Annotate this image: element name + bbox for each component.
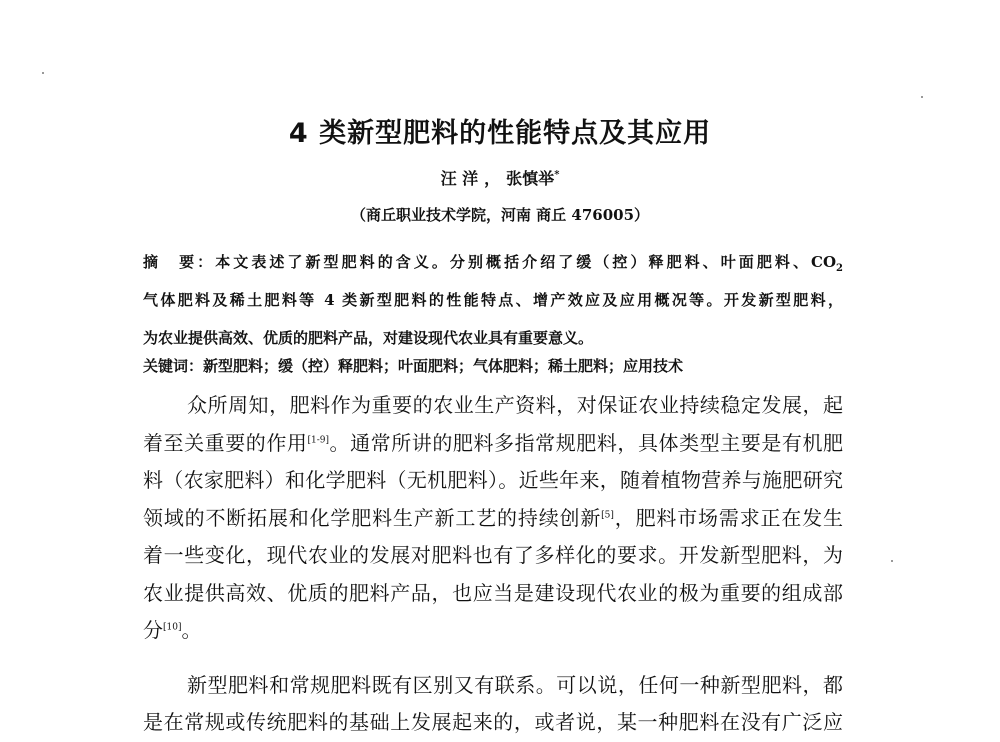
abstract-label: 摘 要：	[143, 253, 216, 271]
body-line: 新型肥料和常规肥料既有区别又有联系。可以说，任何一种新型肥料，都	[187, 672, 843, 697]
abstract-text: 本文表述了新型肥料的含义。分别概括介绍了缓（控）释肥料、叶面肥料、CO	[215, 253, 837, 271]
body-text-span: 。	[181, 618, 202, 642]
body-text-span: 领域的不断拓展和化学肥料生产新工艺的持续创新	[143, 505, 602, 530]
author-name: 张慎举	[506, 169, 555, 188]
abstract	[143, 243, 855, 357]
keywords	[143, 355, 683, 376]
citation: [5]	[601, 509, 614, 520]
body-text	[143, 387, 848, 742]
body-line	[143, 612, 843, 650]
paper-title: 4 类新型肥料的性能特点及其应用	[288, 118, 712, 149]
body-line: 是在常规或传统肥料的基础上发展起来的，或者说，某一种肥料在没有广泛应	[143, 710, 843, 734]
body-line	[143, 425, 843, 463]
abstract-line: 气体肥料及稀土肥料等 4 类新型肥料的性能特点、增产效应及应用概况等。开发新型肥料，	[143, 291, 843, 309]
scan-speck	[891, 560, 893, 562]
abstract-line	[143, 243, 843, 281]
body-line: 众所周知，肥料作为重要的农业生产资料，对保证农业持续稳定发展，起	[187, 393, 843, 417]
keywords-text: 新型肥料；缓（控）释肥料；叶面肥料；气体肥料；稀土肥料；应用技术	[203, 357, 684, 375]
author-separator: ，	[484, 169, 501, 188]
body-text-span: ，肥料市场需求正在发生	[613, 505, 844, 530]
body-text-span: 着至关重要的作用	[143, 430, 308, 455]
body-line: 料（农家肥料）和化学肥料（无机肥料）。近些年来，随着植物营养与施肥研究	[143, 468, 843, 492]
body-line: 着一些变化，现代农业的发展对肥料也有了多样化的要求。开发新型肥料，为	[143, 543, 843, 567]
affiliation: （商丘职业技术学院，河南 商丘 476005）	[350, 206, 650, 224]
body-line	[143, 500, 843, 538]
abstract-line: 为农业提供高效、优质的肥料产品，对建设现代农业具有重要意义。	[143, 329, 594, 347]
body-line: 农业提供高效、优质的肥料产品，也应当是建设现代农业的极为重要的组成部	[143, 580, 843, 605]
subscript: 2	[836, 263, 843, 274]
keywords-label: 关键词：	[143, 357, 204, 375]
citation: [10]	[163, 622, 182, 633]
paragraph-gap	[143, 650, 848, 667]
corresponding-author-marker: *	[554, 169, 560, 181]
citation: [1-9]	[307, 434, 329, 445]
author-name: 汪 洋	[440, 169, 479, 188]
scan-speck	[921, 96, 923, 98]
body-text-span: 。通常所讲的肥料多指常规肥料，具体类型主要是有机肥	[329, 430, 844, 455]
body-text-span: 分	[143, 618, 163, 642]
author-line	[0, 166, 1000, 189]
scan-speck	[42, 72, 44, 74]
